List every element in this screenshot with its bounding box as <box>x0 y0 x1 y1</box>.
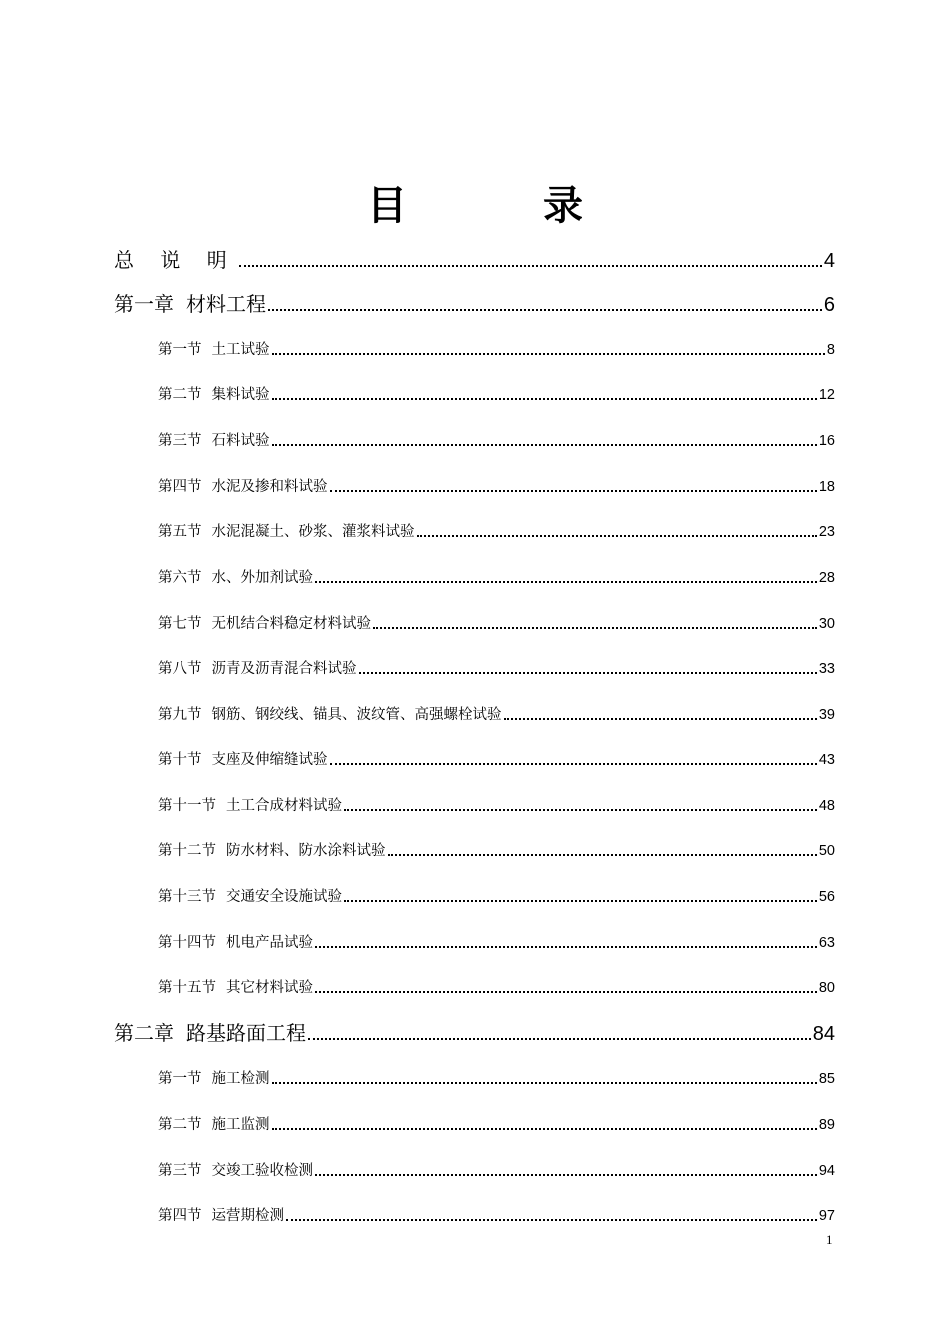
toc-entry-label: 材料工程 <box>186 292 266 316</box>
toc-entry-page: 84 <box>812 1023 835 1045</box>
toc-entry-page: 30 <box>818 616 835 632</box>
toc-entry-page: 56 <box>818 889 835 905</box>
toc-entry-page: 4 <box>823 250 835 272</box>
toc-entry-number: 第十五节 <box>158 980 216 996</box>
toc-entry-number: 第一节 <box>158 342 202 358</box>
toc-entry-label: 土工合成材料试验 <box>226 798 342 814</box>
toc-entry-label: 土工试验 <box>211 342 270 358</box>
toc-entry-page: 89 <box>818 1117 835 1133</box>
toc-entry-section[interactable] <box>158 612 835 636</box>
toc-entry-page: 12 <box>818 387 835 403</box>
page-title: 目 录 <box>367 183 631 229</box>
toc-entry-number: 第十三节 <box>158 889 216 905</box>
dot-leader <box>286 1219 817 1221</box>
toc-entry-label: 机电产品试验 <box>226 935 313 951</box>
dot-leader <box>272 353 825 355</box>
toc-entry-page: 8 <box>826 342 835 358</box>
toc-entry-number: 第二节 <box>158 1117 202 1133</box>
toc-entry-number: 第七节 <box>158 616 202 632</box>
toc-entry-page: 33 <box>818 661 835 677</box>
toc-entry-number: 第十一节 <box>158 798 216 814</box>
toc-entry-number: 第三节 <box>158 1163 202 1179</box>
dot-leader <box>239 265 822 267</box>
toc-entry-section[interactable] <box>158 794 835 818</box>
toc-entry-page: 80 <box>818 980 835 996</box>
toc-entry-page: 85 <box>818 1071 835 1087</box>
dot-leader <box>272 1082 817 1084</box>
toc-entry-page: 39 <box>818 707 835 723</box>
toc-entry-page: 16 <box>818 433 835 449</box>
toc-entry-section[interactable] <box>158 976 835 1000</box>
dot-leader <box>388 854 817 856</box>
toc-entry-page: 43 <box>818 752 835 768</box>
dot-leader <box>373 627 817 629</box>
dot-leader <box>268 309 822 311</box>
toc-entry-label: 石料试验 <box>211 433 270 449</box>
toc-entry-label: 支座及伸缩缝试验 <box>211 752 328 768</box>
dot-leader <box>344 900 817 902</box>
dot-leader <box>315 991 817 993</box>
toc-entry-chapter-2[interactable] <box>114 1018 835 1048</box>
toc-entry-section[interactable] <box>158 1204 835 1228</box>
dot-leader <box>272 444 817 446</box>
toc-entry-number: 第十节 <box>158 752 202 768</box>
toc-entry-section[interactable] <box>158 520 835 544</box>
toc-entry-section[interactable] <box>158 475 835 499</box>
toc-entry-section[interactable] <box>158 931 835 955</box>
toc-entry-number: 第九节 <box>158 707 202 723</box>
dot-leader <box>315 581 817 583</box>
toc-entry-section[interactable] <box>158 748 835 772</box>
toc-entry-page: 28 <box>818 570 835 586</box>
toc-entry-general-notes[interactable] <box>114 245 835 275</box>
toc-entry-label: 总 说 明 <box>114 248 237 272</box>
toc-entry-label: 水泥混凝土、砂浆、灌浆料试验 <box>211 524 415 540</box>
toc-entry-number: 第五节 <box>158 524 202 540</box>
toc-entry-section[interactable] <box>158 338 835 362</box>
toc-entry-section[interactable] <box>158 703 835 727</box>
toc-entry-label: 水、外加剂试验 <box>211 570 313 586</box>
toc-entry-section[interactable] <box>158 885 835 909</box>
dot-leader <box>504 718 817 720</box>
toc-entry-number: 第十二节 <box>158 843 216 859</box>
toc-entry-label: 防水材料、防水涂料试验 <box>226 843 386 859</box>
toc-entry-page: 18 <box>818 479 835 495</box>
toc-entry-label: 其它材料试验 <box>226 980 313 996</box>
toc-entry-page: 97 <box>818 1208 835 1224</box>
toc-entry-label: 钢筋、钢绞线、锚具、波纹管、高强螺栓试验 <box>211 707 502 723</box>
toc-entry-label: 交通安全设施试验 <box>226 889 342 905</box>
toc-entry-section[interactable] <box>158 1067 835 1091</box>
footer-page-number: 1 <box>826 1232 833 1247</box>
toc-entry-section[interactable] <box>158 839 835 863</box>
toc-entry-number: 第一章 <box>114 292 174 316</box>
toc-entry-chapter-1[interactable] <box>114 289 835 319</box>
toc-entry-number: 第四节 <box>158 1208 202 1224</box>
dot-leader <box>330 490 817 492</box>
dot-leader <box>315 946 817 948</box>
toc-entry-section[interactable] <box>158 1159 835 1183</box>
toc-entry-number: 第六节 <box>158 570 202 586</box>
dot-leader <box>330 763 817 765</box>
toc-entry-label: 运营期检测 <box>211 1208 284 1224</box>
toc-entry-page: 48 <box>818 798 835 814</box>
toc-entry-label: 交竣工验收检测 <box>211 1163 313 1179</box>
toc-entry-page: 50 <box>818 843 835 859</box>
toc-entry-page: 94 <box>818 1163 835 1179</box>
dot-leader <box>417 535 817 537</box>
toc-entry-label: 路基路面工程 <box>186 1021 306 1045</box>
dot-leader <box>272 1128 817 1130</box>
toc-entry-number: 第二章 <box>114 1021 174 1045</box>
toc-entry-label: 水泥及掺和料试验 <box>211 479 328 495</box>
toc-entry-section[interactable] <box>158 429 835 453</box>
toc-entry-page: 6 <box>823 294 835 316</box>
dot-leader <box>308 1038 811 1040</box>
toc-entry-label: 沥青及沥青混合料试验 <box>211 661 357 677</box>
toc-entry-label: 无机结合料稳定材料试验 <box>211 616 371 632</box>
toc-entry-section[interactable] <box>158 383 835 407</box>
toc-entry-section[interactable] <box>158 1113 835 1137</box>
toc-entry-section[interactable] <box>158 566 835 590</box>
toc-entry-label: 施工监测 <box>211 1117 270 1133</box>
dot-leader <box>344 809 817 811</box>
toc-entry-number: 第一节 <box>158 1071 202 1087</box>
toc-entry-number: 第三节 <box>158 433 202 449</box>
dot-leader <box>315 1174 817 1176</box>
toc-entry-label: 集料试验 <box>211 387 270 403</box>
dot-leader <box>272 398 817 400</box>
toc-entry-page: 63 <box>818 935 835 951</box>
dot-leader <box>359 672 817 674</box>
toc-entry-number: 第十四节 <box>158 935 216 951</box>
toc-entry-number: 第二节 <box>158 387 202 403</box>
toc-entry-section[interactable] <box>158 657 835 681</box>
toc-entry-page: 23 <box>818 524 835 540</box>
toc-entry-label: 施工检测 <box>211 1071 270 1087</box>
toc-entry-number: 第八节 <box>158 661 202 677</box>
toc-entry-number: 第四节 <box>158 479 202 495</box>
